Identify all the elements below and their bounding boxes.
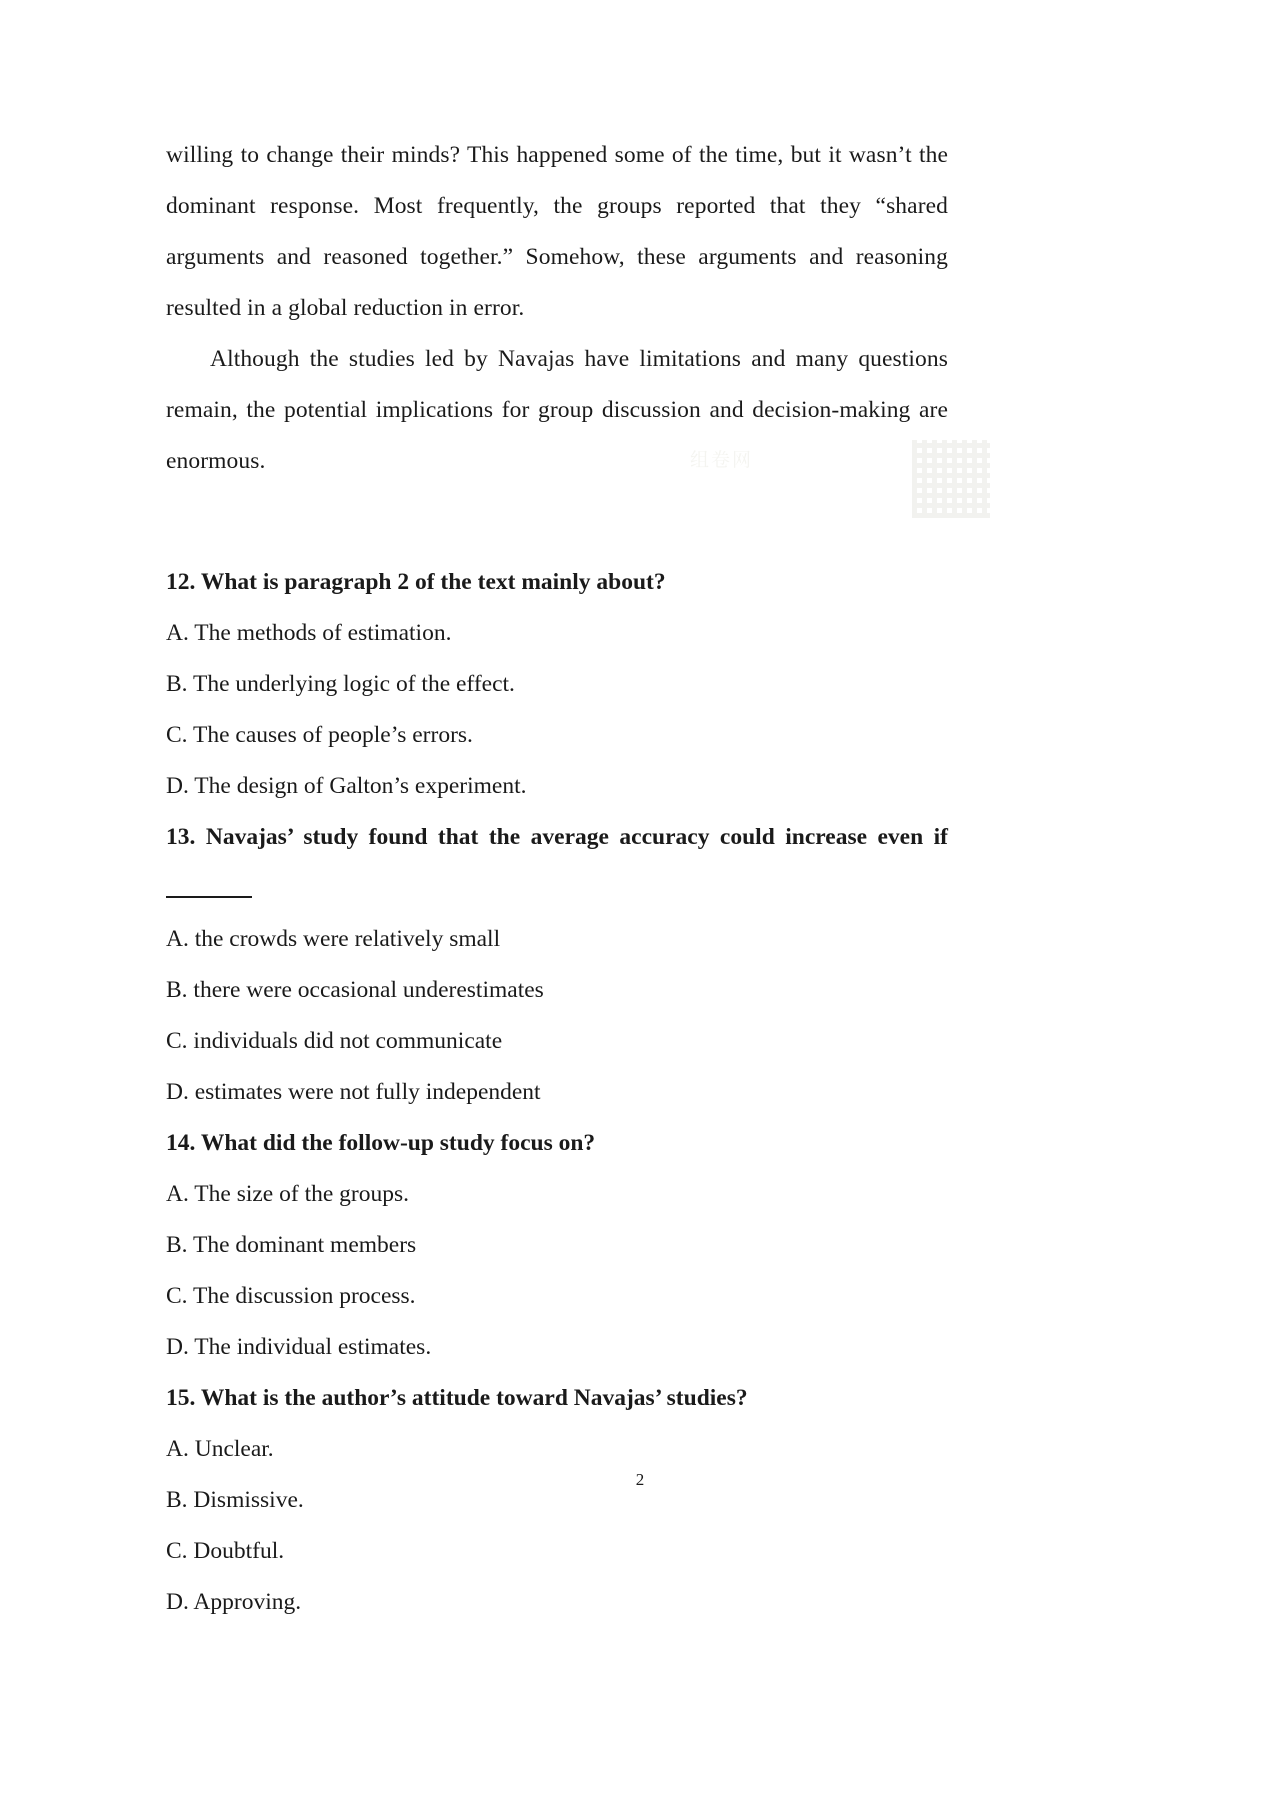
question-14-option-c[interactable]: C. The discussion process. [166, 1283, 416, 1309]
question-15-option-b[interactable]: B. Dismissive. [166, 1487, 304, 1513]
question-14-option-a[interactable]: A. The size of the groups. [166, 1181, 409, 1207]
question-13-option-d[interactable]: D. estimates were not fully independent [166, 1079, 541, 1105]
question-15-option-d[interactable]: D. Approving. [166, 1589, 302, 1615]
page-number: 2 [635, 1470, 645, 1489]
question-14-option-b[interactable]: B. The dominant members [166, 1232, 417, 1258]
question-12-option-a[interactable]: A. The methods of estimation. [166, 620, 452, 646]
question-12 [166, 557, 948, 812]
question-13-option-c[interactable]: C. individuals did not communicate [166, 1028, 503, 1054]
question-12-option-d[interactable]: D. The design of Galton’s experiment. [166, 773, 527, 799]
question-13-stem [166, 812, 948, 914]
paragraph-2: Although the studies led by Navajas have limitations and many questions remain, the potential implications for group discussion and decision-making are enormous. [166, 346, 948, 474]
question-13-stem-text: 13. Navajas’ study found that the average accuracy could increase even if [166, 824, 948, 850]
section-spacer [166, 487, 948, 557]
question-15 [166, 1373, 948, 1628]
question-14-stem: 14. What did the follow-up study focus on? [166, 1130, 596, 1156]
question-12-option-c[interactable]: C. The causes of people’s errors. [166, 722, 473, 748]
question-14-option-d[interactable]: D. The individual estimates. [166, 1334, 432, 1360]
answer-blank [166, 896, 252, 898]
question-12-option-b[interactable]: B. The underlying logic of the effect. [166, 671, 515, 697]
question-15-option-c[interactable]: C. Doubtful. [166, 1538, 285, 1564]
question-15-option-a[interactable]: A. Unclear. [166, 1436, 274, 1462]
question-15-stem: 15. What is the author’s attitude toward Navajas’ studies? [166, 1385, 748, 1411]
question-12-stem: 12. What is paragraph 2 of the text mainly about? [166, 569, 666, 595]
question-13 [166, 812, 948, 1118]
question-14 [166, 1118, 948, 1373]
question-13-option-a[interactable]: A. the crowds were relatively small [166, 926, 501, 952]
document-content [166, 130, 948, 1628]
paragraph-1: willing to change their minds? This happened some of the time, but it wasn’t the dominant response. Most frequently, the groups reported that they “shared arguments and reasoned together.” Somehow, these arguments and reasoning resulted in a global reduction in error. [166, 142, 948, 321]
watermark-text: 组卷网 [690, 450, 754, 471]
question-13-option-b[interactable]: B. there were occasional underestimates [166, 977, 544, 1003]
